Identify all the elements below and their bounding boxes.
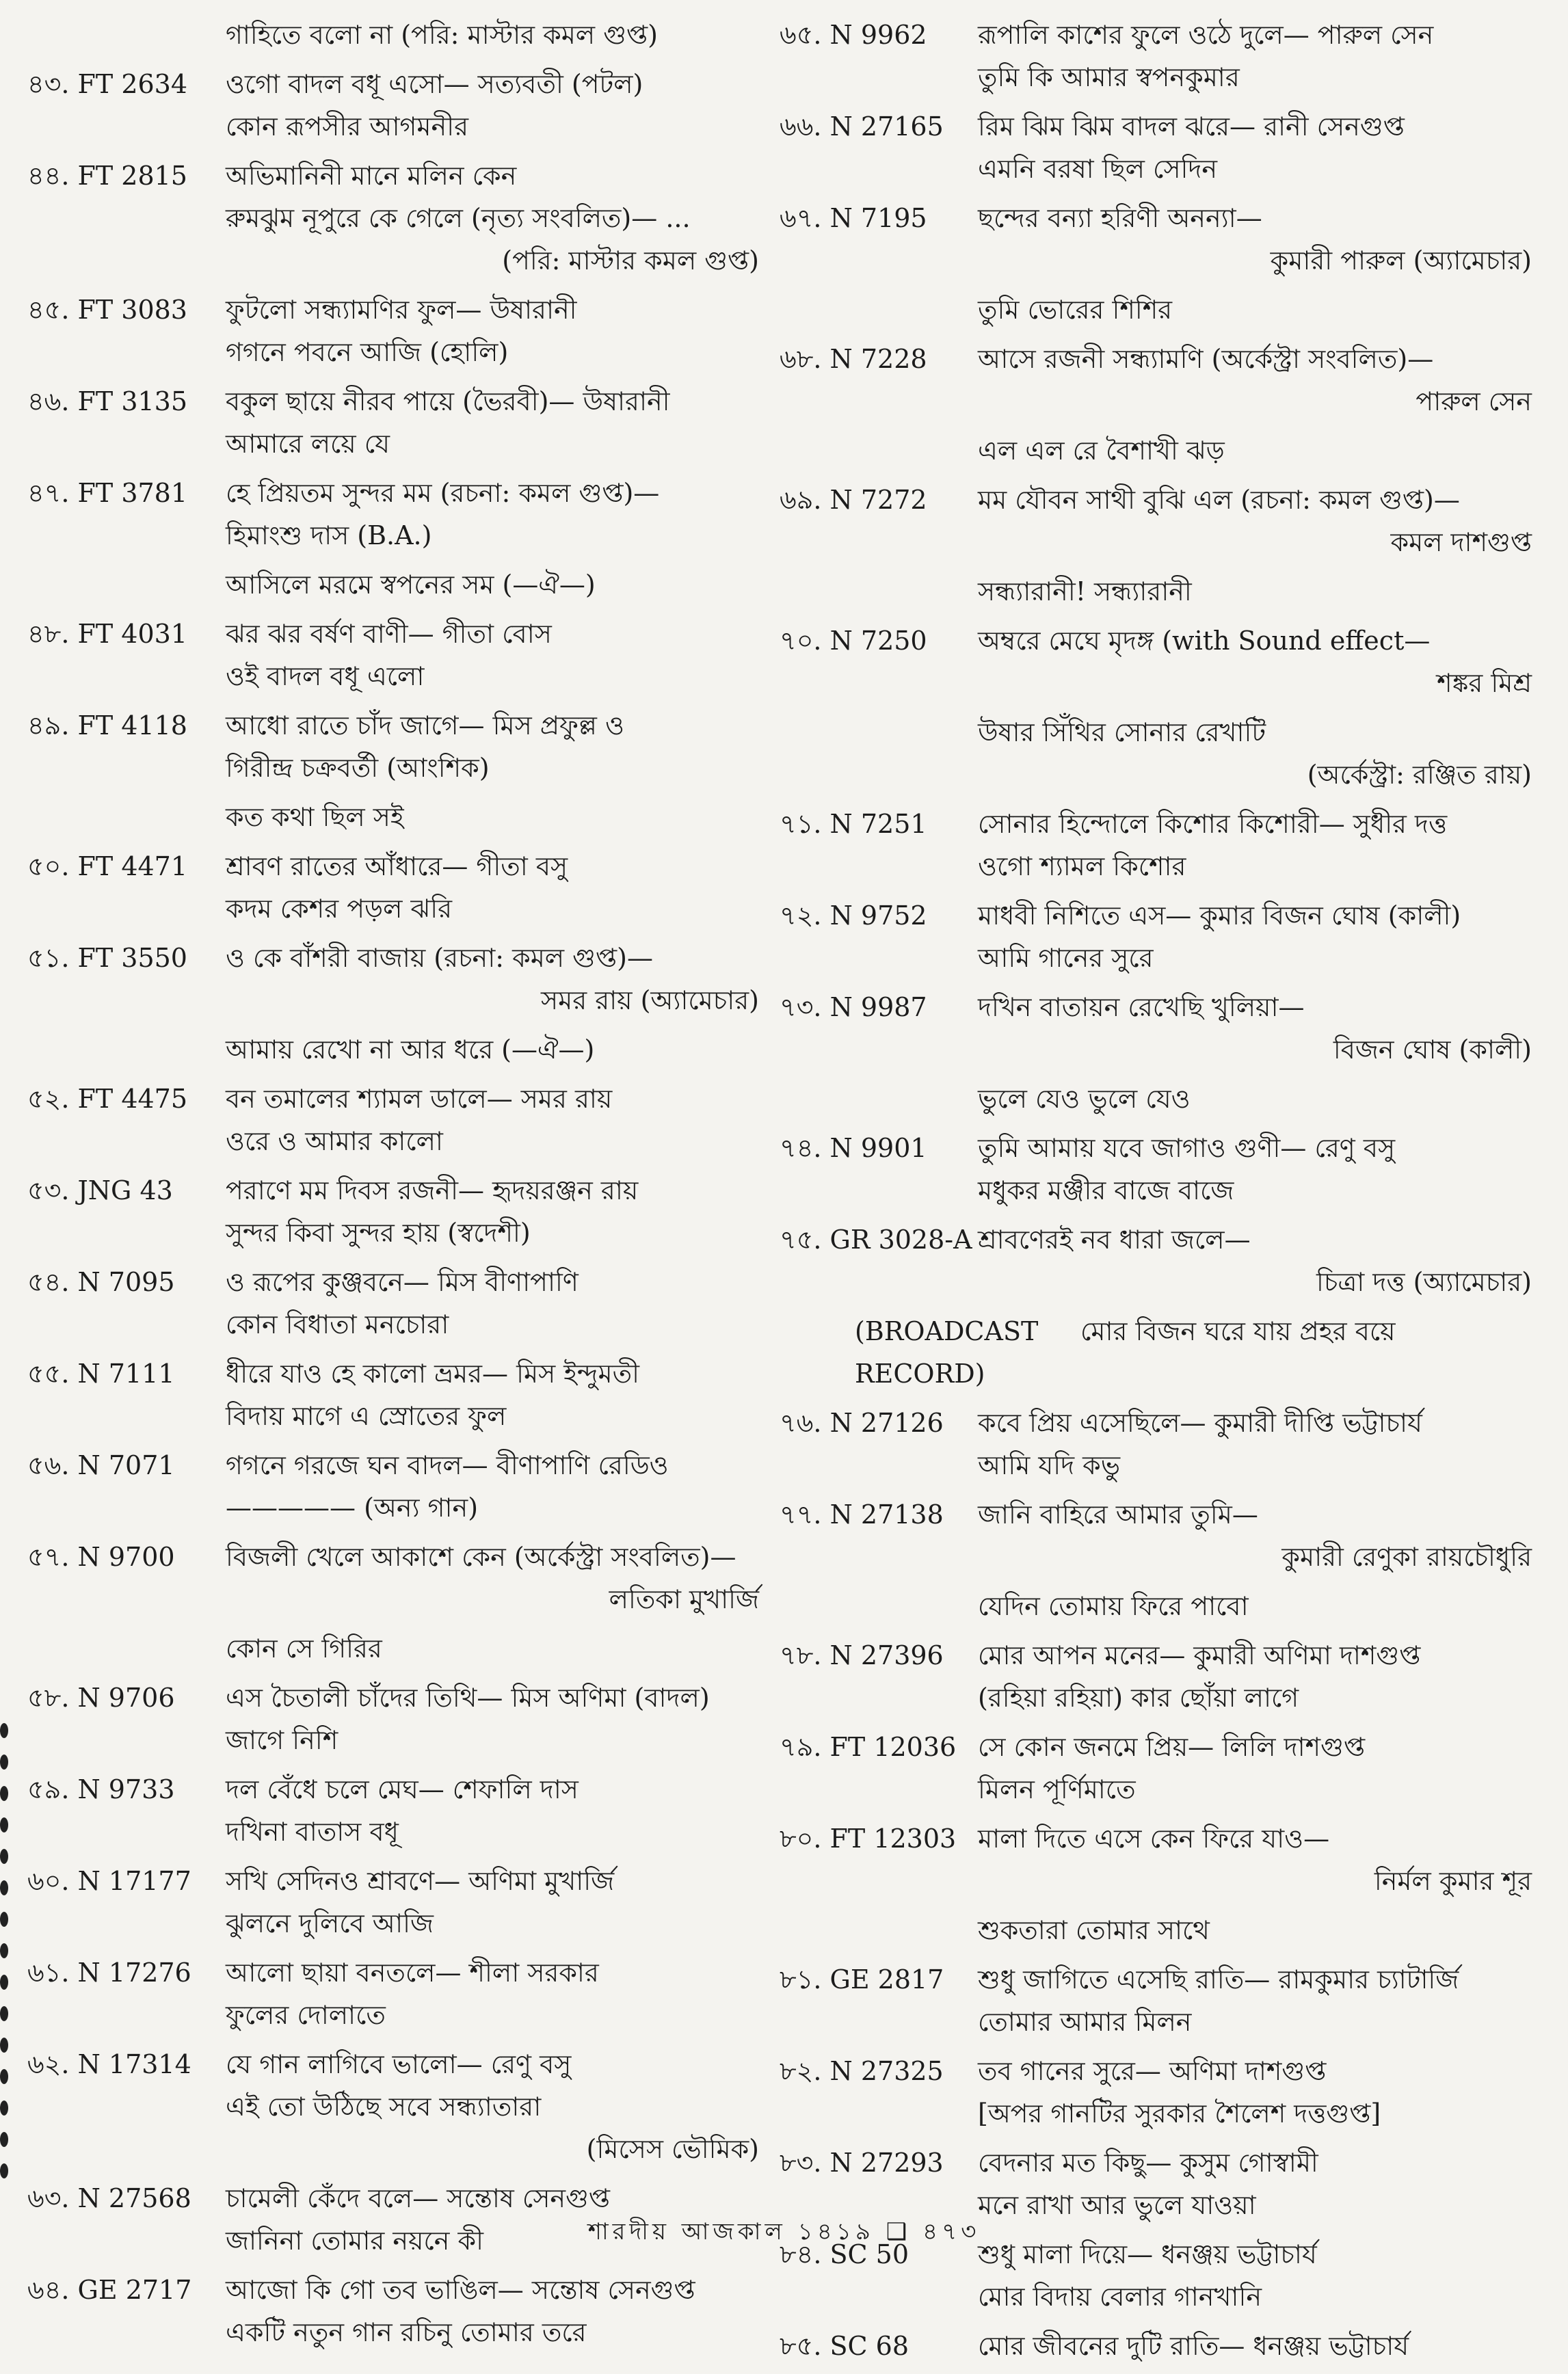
artist-credit: পারুল সেন xyxy=(1416,386,1532,416)
record-number: ৭৩. N 9987 xyxy=(780,992,927,1022)
entry-row xyxy=(27,1169,766,1212)
song-continuation: গগনে পবনে আজি (হোলি) xyxy=(226,337,509,367)
song-continuation: ফুলের দোলাতে xyxy=(226,2000,386,2030)
record-number: ৮০. FT 12303 xyxy=(780,1824,957,1854)
catalogue-entry xyxy=(27,63,766,148)
song-line: সে কোন জনমে প্রিয়— লিলি দাশগুপ্ত xyxy=(978,1732,1366,1762)
song-line: মোর আপন মনের— কুমারী অণিমা দাশগুপ্ত xyxy=(978,1640,1421,1670)
artist-credit: লতিকা মুখার্জি xyxy=(609,1584,759,1614)
broadcast-label-line: RECORD) xyxy=(855,1359,985,1389)
record-number: ৪৬. FT 3135 xyxy=(27,386,188,416)
record-number: ৫০. FT 4471 xyxy=(27,851,188,881)
catalogue-entry xyxy=(27,2043,766,2170)
artist-credit: (পরি: মাস্টার কমল গুপ্ত) xyxy=(502,245,759,276)
song-line: শ্রাবণেরই নব ধারা জলে— xyxy=(978,1225,1251,1255)
song-continuation: কোন বিধাতা মনচোরা xyxy=(226,1309,449,1339)
record-number: ৫৭. N 9700 xyxy=(27,1542,175,1572)
catalogue-entry xyxy=(780,803,1539,888)
entry-row xyxy=(27,2043,766,2085)
song-continuation: গিরীন্দ্র চক্রবর্তী (আংশিক) xyxy=(226,753,490,783)
song-line: অভিমানিনী মানে মলিন কেন xyxy=(226,161,517,191)
catalogue-entry xyxy=(27,380,766,465)
song-line: ঝর ঝর বর্ষণ বাণী— গীতা বোস xyxy=(226,619,552,649)
record-number: ৫৪. N 7095 xyxy=(27,1267,175,1297)
record-number: ৭১. N 7251 xyxy=(780,809,927,839)
song-continuation: ওরে ও আমার কালো xyxy=(226,1126,443,1156)
catalogue-entry xyxy=(27,14,766,56)
song-line: সখি সেদিনও শ্রাবণে— অণিমা মুখার্জি xyxy=(226,1866,615,1896)
song-line: মাধবী নিশিতে এস— কুমার বিজন ঘোষ (কালী) xyxy=(978,901,1461,931)
song-line: মোর জীবনের দুটি রাতি— ধনঞ্জয় ভট্টাচার্য xyxy=(978,2331,1409,2361)
song-line: আধো রাতে চাঁদ জাগে— মিস প্রফুল্ল ও xyxy=(226,710,624,741)
song-continuation: (রহিয়া রহিয়া) কার ছোঁয়া লাগে xyxy=(978,1683,1299,1713)
song-continuation: ————— (অন্য গান) xyxy=(226,1493,479,1523)
song-continuation: এই তো উঠিছে সবে সন্ধ্যাতারা xyxy=(226,2092,542,2122)
catalogue-entry xyxy=(780,1493,1539,1578)
catalogue-entry xyxy=(27,1078,766,1162)
catalogue-entry xyxy=(780,1127,1539,1212)
song-continuation: হিমাংশু দাস (B.A.) xyxy=(226,520,432,550)
song-continuation: মোর বিদায় বেলার গানখানি xyxy=(978,2282,1262,2312)
entry-row xyxy=(780,619,1539,662)
record-number: ৫২. FT 4475 xyxy=(27,1084,188,1114)
record-number: ৬৩. N 27568 xyxy=(27,2183,191,2213)
entry-row xyxy=(27,63,766,105)
entry-row xyxy=(780,1817,1539,1860)
record-number: ৫৩. JNG 43 xyxy=(27,1175,173,1205)
record-number: ৬৪. GE 2717 xyxy=(27,2275,192,2305)
song-continuation: মনে রাখা আর ভুলে যাওয়া xyxy=(978,2190,1256,2220)
song-continuation: একটি নতুন গান রচিনু তোমার তরে xyxy=(226,2317,587,2347)
entry-row xyxy=(27,2269,766,2311)
record-number: ৭৯. FT 12036 xyxy=(780,1732,957,1762)
song-line: শুধু জাগিতে এসেছি রাতি— রামকুমার চ্যাটার্জি xyxy=(978,1964,1459,1995)
catalogue-entry xyxy=(780,479,1539,563)
catalogue-entry xyxy=(27,1860,766,1945)
artist-credit: (মিসেস ভৌমিক) xyxy=(586,2134,759,2164)
entry-row xyxy=(27,1352,766,1395)
artist-credit: শঙ্কর মিশ্র xyxy=(1437,668,1532,698)
entry-row xyxy=(780,986,1539,1028)
record-number: ৬৫. N 9962 xyxy=(780,20,927,50)
record-number: ৭৪. N 9901 xyxy=(780,1133,927,1163)
song-line: তুমি আমায় যবে জাগাও গুণী— রেণু বসু xyxy=(978,1133,1396,1163)
record-number: ৫৮. N 9706 xyxy=(27,1683,175,1713)
song-line: আলো ছায়া বনতলে— শীলা সরকার xyxy=(226,1958,599,1988)
catalogue-entry xyxy=(780,197,1539,282)
entry-row xyxy=(27,1536,766,1578)
song-line: দল বেঁধে চলে মেঘ— শেফালি দাস xyxy=(226,1774,579,1804)
catalogue-entry xyxy=(780,1817,1539,1902)
entry-row xyxy=(780,1726,1539,1768)
catalogue-entry xyxy=(27,845,766,930)
left-column xyxy=(27,14,766,2360)
catalogue-entry xyxy=(780,1402,1539,1486)
song-line: মম যৌবন সাথী বুঝি এল (রচনা: কমল গুপ্ত)— xyxy=(978,485,1460,515)
song-line: চামেলী কেঁদে বলে— সন্তোষ সেনগুপ্ত xyxy=(226,2183,611,2213)
catalogue-entry xyxy=(27,1444,766,1529)
record-number: ৮২. N 27325 xyxy=(780,2056,944,2086)
song-line: ও রূপের কুঞ্জবনে— মিস বীণাপাণি xyxy=(226,1267,579,1297)
song-title-pre: উষার সিঁথির সোনার রেখাটি xyxy=(978,717,1266,747)
catalogue-entry xyxy=(780,1585,1539,1627)
broadcast-label-line: (BROADCAST xyxy=(855,1316,1039,1346)
catalogue-entry xyxy=(27,1677,766,1761)
artist-credit: চিত্রা দত্ত (অ্যামেচার) xyxy=(1316,1267,1532,1297)
catalogue-entry xyxy=(27,1028,766,1071)
song-line: বিজলী খেলে আকাশে কেন (অর্কেস্ট্রা সংবলিত)— xyxy=(226,1542,736,1572)
artist-credit: কমল দাশগুপ্ত xyxy=(1390,527,1532,557)
song-continuation: রুমঝুম নূপুরে কে গেলে (নৃত্য সংবলিত)— ... xyxy=(226,203,691,233)
song-line: এস চৈতালী চাঁদের তিথি— মিস অণিমা (বাদল) xyxy=(226,1683,710,1713)
artist-credit: (অর্কেস্ট্রা: রঞ্জিত রায়) xyxy=(1307,760,1532,790)
song-line: কবে প্রিয় এসেছিলে— কুমারী দীপ্তি ভট্টাচার্য xyxy=(978,1408,1422,1438)
song-continuation: ওগো শ্যামল কিশোর xyxy=(978,851,1186,881)
artist-credit: সমর রায় (অ্যামেচার) xyxy=(541,985,759,1015)
song-line: মালা দিতে এসে কেন ফিরে যাও— xyxy=(978,1824,1330,1854)
entry-row xyxy=(27,1261,766,1303)
artist-credit: নির্মল কুমার শূর xyxy=(1374,1866,1532,1896)
song-continuation: সুন্দর কিবা সুন্দর হায় (স্বদেশী) xyxy=(226,1218,531,1248)
entry-row xyxy=(780,1310,1539,1395)
song-title-pre: কত কথা ছিল সই xyxy=(226,802,404,832)
song-continuation: মধুকর মঞ্জীর বাজে বাজে xyxy=(978,1175,1234,1205)
record-number: ৬৯. N 7272 xyxy=(780,485,927,515)
catalogue-entry xyxy=(780,14,1539,98)
catalogue-entry xyxy=(27,796,766,838)
catalogue-entry xyxy=(27,937,766,1022)
song-title-pre: শুকতারা তোমার সাথে xyxy=(978,1915,1210,1945)
record-number: ৮৫. SC 68 xyxy=(780,2331,909,2361)
song-title-pre: আমায় রেখো না আর ধরে (—ঐ—) xyxy=(226,1035,595,1065)
record-number: ৪৪. FT 2815 xyxy=(27,161,187,191)
artist-credit: বিজন ঘোষ (কালী) xyxy=(1333,1035,1532,1065)
entry-row xyxy=(780,1218,1539,1261)
right-column xyxy=(780,14,1539,2374)
record-number: ৬২. N 17314 xyxy=(27,2049,191,2079)
record-number: ৬১. N 17276 xyxy=(27,1958,191,1988)
catalogue-entry xyxy=(27,563,766,606)
catalogue-entry xyxy=(27,613,766,697)
entry-row xyxy=(27,380,766,423)
song-line: মোর বিজন ঘরে যায় প্রহর বয়ে xyxy=(1080,1316,1396,1346)
entry-row xyxy=(780,479,1539,521)
record-number: ৬৬. N 27165 xyxy=(780,111,944,142)
entry-row xyxy=(780,2142,1539,2184)
song-continuation: জানিনা তোমার নয়নে কী xyxy=(226,2226,483,2256)
song-title-pre: ভুলে যেও ভুলে যেও xyxy=(978,1084,1191,1114)
song-title-pre: কোন সে গিরির xyxy=(226,1633,382,1664)
song-continuation: তোমার আমার মিলন xyxy=(978,2007,1192,2037)
song-continuation: কদম কেশর পড়ল ঝরি xyxy=(226,894,453,924)
catalogue-entry xyxy=(27,704,766,789)
record-number: ৪৮. FT 4031 xyxy=(27,619,187,649)
entry-row xyxy=(27,704,766,747)
entry-row xyxy=(780,803,1539,845)
entry-row xyxy=(27,155,766,197)
record-number: ৪৭. FT 3781 xyxy=(27,478,188,508)
artist-credit: কুমারী পারুল (অ্যামেচার) xyxy=(1270,245,1532,276)
catalogue-entry xyxy=(780,894,1539,979)
catalogue-entry xyxy=(780,1218,1539,1303)
entry-row xyxy=(780,197,1539,239)
entry-row xyxy=(27,472,766,514)
song-continuation: জাগে নিশি xyxy=(226,1725,338,1755)
entry-row xyxy=(780,1958,1539,2001)
record-number: ৭০. N 7250 xyxy=(780,626,927,656)
song-continuation: ওই বাদল বধূ এলো xyxy=(226,661,425,691)
song-line: দখিন বাতায়ন রেখেছি খুলিয়া— xyxy=(978,992,1305,1022)
broadcast-record-label xyxy=(780,1310,1080,1395)
entry-row xyxy=(27,937,766,979)
record-number: ৭৫. GR 3028-A xyxy=(780,1225,972,1255)
catalogue-entry xyxy=(780,1634,1539,1719)
record-number: ৪৫. FT 3083 xyxy=(27,295,187,325)
song-line: ধীরে যাও হে কালো ভ্রমর— মিস ইন্দুমতী xyxy=(226,1359,640,1389)
record-number: ৬০. N 17177 xyxy=(27,1866,191,1896)
record-number: ৭২. N 9752 xyxy=(780,901,927,931)
record-number: ৫৫. N 7111 xyxy=(27,1359,175,1389)
record-number: ৭৮. N 27396 xyxy=(780,1640,944,1670)
record-number: ৪৯. FT 4118 xyxy=(27,710,187,741)
catalogue-entry xyxy=(780,619,1539,704)
entry-row xyxy=(780,1634,1539,1677)
song-line: শ্রাবণ রাতের আঁধারে— গীতা বসু xyxy=(226,851,568,881)
entry-row xyxy=(780,1402,1539,1444)
song-line: বেদনার মত কিছু— কুসুম গোস্বামী xyxy=(978,2148,1318,2178)
song-continuation: আমি যদি কভু xyxy=(978,1450,1121,1480)
song-line: পরাণে মম দিবস রজনী— হৃদয়রঞ্জন রায় xyxy=(226,1175,639,1205)
entry-row xyxy=(27,1078,766,1120)
catalogue-entry xyxy=(27,1536,766,1621)
song-line: ও কে বাঁশরী বাজায় (রচনা: কমল গুপ্ত)— xyxy=(226,943,653,973)
song-continuation: কোন রূপসীর আগমনীর xyxy=(226,111,468,142)
record-number: ৫৬. N 7071 xyxy=(27,1450,175,1480)
entry-row xyxy=(27,1860,766,1902)
song-line: ছন্দের বন্যা হরিণী অনন্যা— xyxy=(978,203,1262,233)
catalogue-entry xyxy=(780,289,1539,331)
song-line: সোনার হিন্দোলে কিশোর কিশোরী— সুধীর দত্ত xyxy=(978,809,1448,839)
catalogue-entry xyxy=(27,155,766,282)
song-title-pre: যেদিন তোমায় ফিরে পাবো xyxy=(978,1591,1249,1621)
catalogue-entry xyxy=(780,1909,1539,1951)
entry-row xyxy=(780,2325,1539,2367)
song-line: বন তমালের শ্যামল ডালে— সমর রায় xyxy=(226,1084,613,1114)
song-line: ফুটলো সন্ধ্যামণির ফুল— উষারানী xyxy=(226,295,577,325)
catalogue-entry xyxy=(780,1958,1539,2043)
catalogue-entry xyxy=(27,1627,766,1670)
entry-row xyxy=(780,1493,1539,1536)
song-title-pre: তুমি ভোরের শিশির xyxy=(978,295,1173,325)
catalogue-entry xyxy=(27,1352,766,1437)
entry-row xyxy=(27,613,766,655)
record-number: ৭৬. N 27126 xyxy=(780,1408,944,1438)
page-footer: শারদীয় আজকাল ১৪১৯ ❑ ৪৭৩ xyxy=(587,2218,981,2245)
song-line: আসে রজনী সন্ধ্যামণি (অর্কেস্ট্রা সংবলিত)— xyxy=(978,344,1434,374)
catalogue-entry xyxy=(780,105,1539,190)
song-continuation: তুমি কি আমার স্বপনকুমার xyxy=(978,62,1240,92)
catalogue-entry xyxy=(27,1261,766,1346)
song-line: বকুল ছায়ে নীরব পায়ে (ভৈরবী)— উষারানী xyxy=(226,386,670,416)
song-line: হে প্রিয়তম সুন্দর মম (রচনা: কমল গুপ্ত)— xyxy=(226,478,660,508)
catalogue-entry xyxy=(780,711,1539,796)
record-number: ৮৪. SC 50 xyxy=(780,2239,909,2269)
entry-row xyxy=(780,2050,1539,2092)
record-number: ৬৭. N 7195 xyxy=(780,203,927,233)
song-continuation: বিদায় মাগে এ স্রোতের ফুল xyxy=(226,1401,507,1431)
song-line: রূপালি কাশের ফুলে ওঠে দুলে— পারুল সেন xyxy=(978,20,1434,50)
catalogue-entry xyxy=(780,1310,1539,1395)
record-number: ৪৩. FT 2634 xyxy=(27,69,188,99)
entry-row xyxy=(780,14,1539,56)
record-number: ৬৮. N 7228 xyxy=(780,344,927,374)
record-number: ৮৩. N 27293 xyxy=(780,2148,944,2178)
entry-row xyxy=(27,289,766,331)
entry-row xyxy=(780,105,1539,148)
record-number: ৭৭. N 27138 xyxy=(780,1499,944,1530)
song-continuation: আমারে লয়ে যে xyxy=(226,429,390,459)
catalogue-entry xyxy=(27,1951,766,2036)
entry-row xyxy=(27,1444,766,1486)
song-title-pre: এল এল রে বৈশাখী ঝড় xyxy=(978,436,1225,466)
song-line: রিম ঝিম ঝিম বাদল ঝরে— রানী সেনগুপ্ত xyxy=(978,111,1405,142)
song-title-pre: গাহিতে বলো না (পরি: মাস্টার কমল গুপ্ত) xyxy=(226,20,658,50)
song-continuation: [অপর গানটির সুরকার শৈলেশ দত্তগুপ্ত] xyxy=(978,2098,1381,2129)
record-number: ৮১. GE 2817 xyxy=(780,1964,944,1995)
catalogue-entry xyxy=(780,986,1539,1071)
song-title-pre: সন্ধ্যারানী! সন্ধ্যারানী xyxy=(978,576,1192,606)
entry-row xyxy=(27,2177,766,2219)
record-number: ৫১. FT 3550 xyxy=(27,943,187,973)
song-continuation: ঝুলনে দুলিবে আজি xyxy=(226,1908,434,1938)
song-continuation: আমি গানের সুরে xyxy=(978,943,1154,973)
entry-row xyxy=(27,845,766,888)
entry-row xyxy=(27,1677,766,1719)
catalogue-entry xyxy=(780,1726,1539,1811)
song-line: শুধু মালা দিয়ে— ধনঞ্জয় ভট্টাচার্য xyxy=(978,2239,1317,2269)
catalogue-entry xyxy=(780,570,1539,613)
binding-holes xyxy=(0,1723,14,2195)
song-title-pre: আসিলে মরমে স্বপনের সম (—ঐ—) xyxy=(226,570,596,600)
song-line: যে গান লাগিবে ভালো— রেণু বসু xyxy=(226,2049,572,2079)
catalogue-entry xyxy=(780,2050,1539,2135)
catalogue-entry xyxy=(780,1078,1539,1120)
artist-credit: কুমারী রেণুকা রায়চৌধুরি xyxy=(1281,1542,1532,1572)
record-number: ৫৯. N 9733 xyxy=(27,1774,175,1804)
song-continuation: দখিনা বাতাস বধূ xyxy=(226,1817,399,1847)
catalogue-entry xyxy=(780,338,1539,423)
catalogue-entry xyxy=(27,1768,766,1853)
catalogue-entry xyxy=(780,2325,1539,2367)
entry-row xyxy=(27,1951,766,1994)
catalogue-entry xyxy=(27,1169,766,1254)
song-line: আজো কি গো তব ভাঙিল— সন্তোষ সেনগুপ্ত xyxy=(226,2275,695,2305)
song-continuation: এমনি বরষা ছিল সেদিন xyxy=(978,154,1218,184)
catalogue-entry xyxy=(27,289,766,373)
song-line: গগনে গরজে ঘন বাদল— বীণাপাণি রেডিও xyxy=(226,1450,669,1480)
entry-row xyxy=(27,1768,766,1811)
entry-row xyxy=(780,338,1539,380)
entry-row xyxy=(780,894,1539,937)
entry-row xyxy=(780,1127,1539,1169)
song-line: অম্বরে মেঘে মৃদঙ্গ (with Sound effect— xyxy=(978,626,1431,656)
catalogue-entry xyxy=(27,472,766,557)
catalogue-entry xyxy=(27,2269,766,2353)
song-line: তব গানের সুরে— অণিমা দাশগুপ্ত xyxy=(978,2056,1327,2086)
catalogue-entry xyxy=(780,429,1539,472)
song-continuation: মিলন পূর্ণিমাতে xyxy=(978,1774,1136,1804)
song-line: জানি বাহিরে আমার তুমি— xyxy=(978,1499,1258,1530)
song-line: ওগো বাদল বধূ এসো— সত্যবতী (পটল) xyxy=(226,69,643,99)
